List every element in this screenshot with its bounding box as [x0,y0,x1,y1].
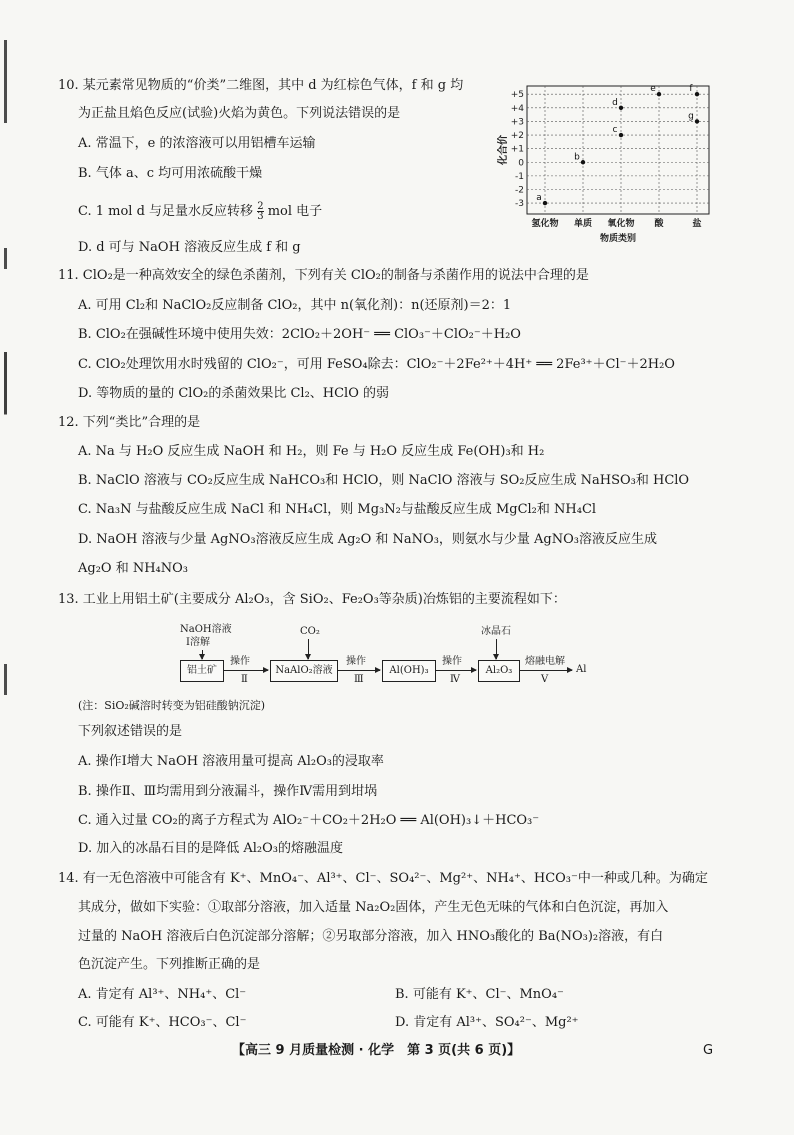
q14-option-d: D. 肯定有 Al³⁺、SO₄²⁻、Mg²⁺ [395,1015,579,1030]
data-point-e [657,92,661,96]
flow-arrow-3 [436,670,476,671]
q12-option-b: B. NaClO 溶液与 CO₂反应生成 NaHCO₃和 HClO，则 NaClO 溶液与 SO₂反应生成 NaHSO₃和 HClO [78,473,690,488]
page-footer: 【高三 9 月质量检测 · 化学 第 3 页(共 6 页)】 [232,1043,521,1058]
q11-option-c: C. ClO₂处理饮用水时残留的 ClO₂⁻，可用 FeSO₄除去：ClO₂⁻＋2Fe²⁺＋4H⁺ ══ 2Fe³⁺＋Cl⁻＋2H₂O [78,357,675,372]
q13-lead: 下列叙述错误的是 [78,724,183,739]
q11-stem: 11. ClO₂是一种高效安全的绿色杀菌剂，下列有关 ClO₂的制备与杀菌作用的说法中合理的是 [58,268,589,283]
q13-note: (注：SiO₂碱溶时转变为铝硅酸钠沉淀) [78,699,266,712]
y-tick-label: +4 [510,103,524,114]
q10-option-b: B. 气体 a、c 均可用浓硫酸干燥 [78,166,263,181]
flow-arrow-down-3 [496,639,497,659]
q14-option-a: A. 肯定有 Al³⁺、NH₄⁺、Cl⁻ [78,987,247,1002]
flow-op-2: Ⅱ [241,674,248,685]
q12-option-c: C. Na₃N 与盐酸反应生成 NaCl 和 NH₄Cl，则 Mg₃N₂与盐酸反应生成 MgCl₂和 NH₄Cl [78,502,597,517]
flow-op-5: Ⅴ [541,674,549,685]
data-point-f [695,92,699,96]
q12-option-a: A. Na 与 H₂O 反应生成 NaOH 和 H₂，则 Fe 与 H₂O 反应生成 Fe(OH)₃和 H₂ [78,444,545,459]
data-label-e: e [650,84,656,95]
q14-stem-line1: 14. 有一无色溶液中可能含有 K⁺、MnO₄⁻、Al³⁺、Cl⁻、SO₄²⁻、Mg²⁺、NH₄⁺、HCO₃⁻中一种或几种。为确定 [58,871,708,886]
q14-stem-line2: 其成分，做如下实验：①取部分溶液，加入适量 Na₂O₂固体，产生无色无味的气体和白色沉淀，再加入 [78,900,669,915]
flow-step-dissolve: Ⅰ溶解 [186,637,210,648]
x-tick-label: 单质 [573,219,593,229]
flow-op-4: Ⅳ [450,674,460,685]
data-label-d: d [612,97,618,108]
y-tick-label: -1 [515,171,524,182]
flow-reagent-naoh: NaOH溶液 [180,624,232,635]
data-label-f: f [689,84,693,95]
y-tick-label: -3 [515,199,524,210]
flow-product-al: Al [576,664,587,675]
q10-option-a: A. 常温下，e 的浓溶液可以用铝槽车运输 [78,136,316,151]
x-tick-label: 氢化物 [531,219,559,229]
data-point-c [619,133,623,137]
flow-op-label: 操作 [346,656,366,667]
q10-stem-line1: 10. 某元素常见物质的“价类”二维图，其中 d 为红棕色气体，f 和 g 均 [58,78,464,93]
q13-option-c: C. 通入过量 CO₂的离子方程式为 AlO₂⁻＋CO₂＋2H₂O ══ Al(OH)₃↓＋HCO₃⁻ [78,813,540,828]
flow-reagent-cryolite: 冰晶石 [481,626,511,637]
q12-option-d-line2: Ag₂O 和 NH₄NO₃ [78,561,189,576]
data-label-g: g [688,111,694,122]
data-point-d [619,106,623,110]
flow-arrow-1 [224,670,268,671]
flow-box-bauxite: 铝土矿 [180,660,224,682]
y-tick-label: +3 [510,117,524,128]
y-tick-label: 0 [518,158,524,169]
q10-option-d: D. d 可与 NaOH 溶液反应生成 f 和 g [78,240,301,255]
q13-option-b: B. 操作Ⅱ、Ⅲ均需用到分液漏斗，操作Ⅳ需用到坩埚 [78,784,378,799]
q10-option-c-pre: C. 1 mol d 与足量水反应转移 [78,204,254,219]
q14-stem-line3: 过量的 NaOH 溶液后白色沉淀部分溶解；②另取部分溶液，加入 HNO₃酸化的 Ba(NO₃)₂溶液，有白 [78,929,664,944]
scan-edge-mark [4,40,7,1080]
flow-op-label: 操作 [230,656,250,667]
flow-box-naalo2: NaAlO₂溶液 [270,660,338,682]
valence-class-chart [497,80,717,250]
flow-arrow-2 [338,670,380,671]
y-axis-title: 化合价 [498,135,509,165]
q14-option-b: B. 可能有 K⁺、Cl⁻、MnO₄⁻ [395,987,564,1002]
y-tick-label: +2 [510,131,524,142]
q11-option-d: D. 等物质的量的 ClO₂的杀菌效果比 Cl₂、HClO 的弱 [78,386,390,401]
data-label-c: c [612,125,618,136]
flow-arrow-down-1 [202,650,203,659]
q10-stem-line2: 为正盐且焰色反应(试验)火焰为黄色。下列说法错误的是 [78,106,401,121]
data-point-b [581,160,585,164]
flow-box-aloh3: Al(OH)₃ [382,660,436,682]
chart-frame [527,86,709,214]
q13-option-a: A. 操作Ⅰ增大 NaOH 溶液用量可提高 Al₂O₃的浸取率 [78,754,384,769]
flow-reagent-co2: CO₂ [300,626,320,637]
data-point-g [695,119,699,123]
fraction-denominator: 3 [257,211,264,222]
x-tick-label: 氧化物 [607,219,635,229]
q10-option-c-post: mol 电子 [267,204,323,219]
x-tick-label: 酸 [654,219,664,229]
data-point-a [543,201,547,205]
flow-box-al2o3: Al₂O₃ [478,660,520,682]
flow-electrolysis-label: 熔融电解 [525,656,565,667]
data-label-b: b [574,152,580,163]
q12-option-d-line1: D. NaOH 溶液与少量 AgNO₃溶液反应生成 Ag₂O 和 NaNO₃，则氨水与少量 AgNO₃溶液反应生成 [78,532,657,547]
q10-option-c [78,202,322,221]
y-tick-label: +5 [510,90,524,101]
flow-arrow-down-2 [308,639,309,659]
y-tick-label: -2 [515,185,524,196]
q11-option-a: A. 可用 Cl₂和 NaClO₂反应制备 ClO₂，其中 n(氧化剂)：n(还原剂)＝2：1 [78,298,512,313]
x-tick-label: 盐 [692,219,702,229]
x-axis-title: 物质类别 [599,234,637,244]
q14-option-c: C. 可能有 K⁺、HCO₃⁻、Cl⁻ [78,1015,247,1030]
q12-stem: 12. 下列“类比”合理的是 [58,415,201,430]
fraction-numerator: 2 [257,201,264,212]
flow-op-3: Ⅲ [354,674,364,685]
data-label-a: a [536,193,542,204]
flow-op-label: 操作 [442,656,462,667]
q11-option-b: B. ClO₂在强碱性环境中使用失效：2ClO₂＋2OH⁻ ══ ClO₃⁻＋ClO₂⁻＋H₂O [78,327,521,342]
fraction [257,202,263,221]
q13-option-d: D. 加入的冰晶石目的是降低 Al₂O₃的熔融温度 [78,841,343,856]
flow-arrow-4 [520,670,572,671]
q14-stem-line4: 色沉淀产生。下列推断正确的是 [78,957,261,972]
paper-version-code: G [703,1043,714,1058]
q13-stem: 13. 工业上用铝土矿(主要成分 Al₂O₃，含 SiO₂、Fe₂O₃等杂质)冶炼铝的主要流程如下： [58,592,566,607]
y-tick-label: +1 [510,144,524,155]
